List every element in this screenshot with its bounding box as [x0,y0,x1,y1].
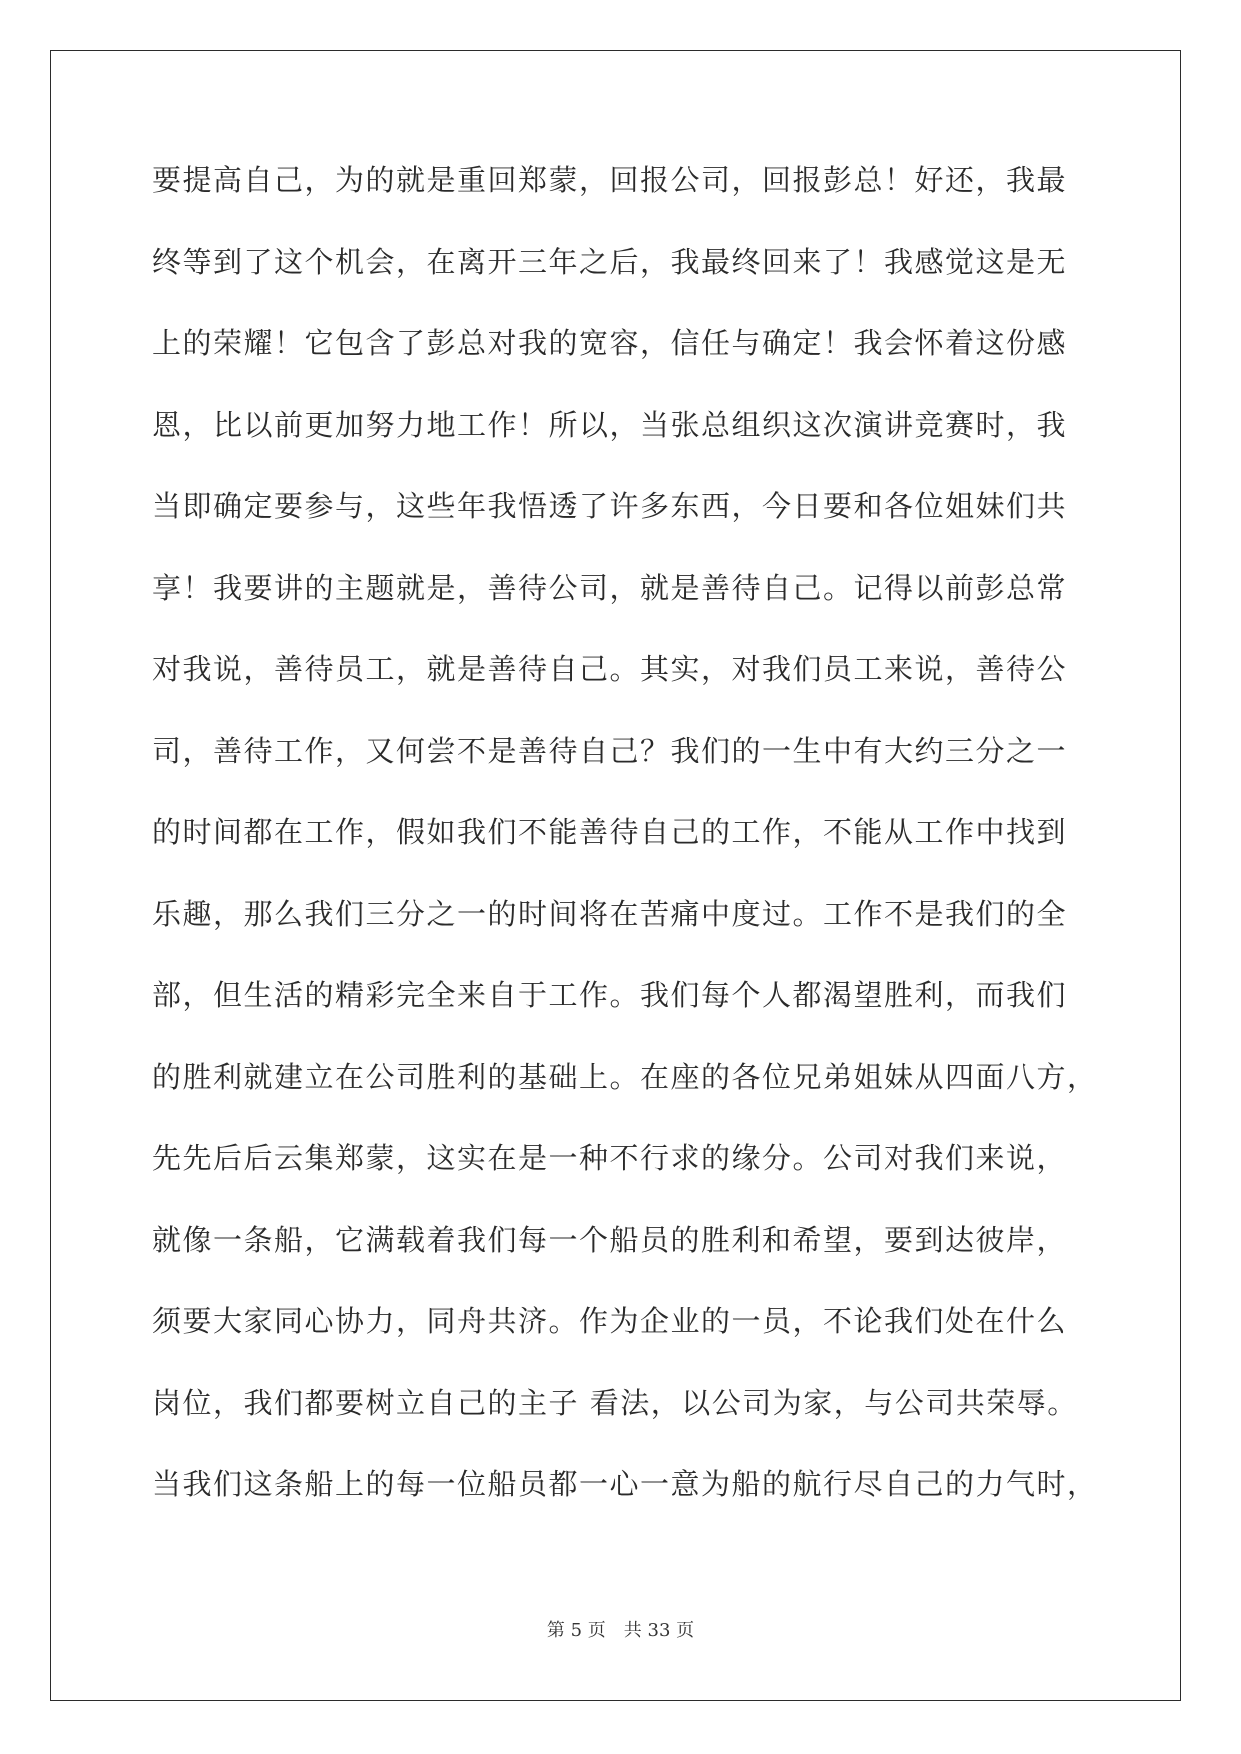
text-line: 先先后后云集郑蒙，这实在是一种不行求的缘分。公司对我们来说， [152,1141,1068,1175]
page-number: 第 5 页 [546,1620,606,1641]
page-total: 共 33 页 [623,1620,695,1641]
text-line: 享！我要讲的主题就是，善待公司，就是善待自己。记得以前彭总常 [152,570,1068,605]
document-body [152,155,1112,1541]
text-line: 岗位，我们都要树立自己的主子 看法，以公司为家，与公司共荣辱。 [152,1385,1078,1420]
text-line: 对我说，善待员工，就是善待自己。其实，对我们员工来说，善待公 [152,652,1068,686]
text-line: 恩，比以前更加努力地工作！所以，当张总组织这次演讲竞赛时，我 [152,407,1068,442]
page-footer [0,1616,1241,1642]
text-line: 司，善待工作，又何尝不是善待自己？我们的一生中有大约三分之一 [152,733,1068,768]
text-line: 上的荣耀！它包含了彭总对我的宽容，信任与确定！我会怀着这份感 [152,326,1068,360]
text-line: 乐趣，那么我们三分之一的时间将在苦痛中度过。工作不是我们的全 [152,896,1068,931]
text-line: 当我们这条船上的每一位船员都一心一意为船的航行尽自己的力气时， [152,1467,1098,1501]
text-line: 的胜利就建立在公司胜利的基础上。在座的各位兄弟姐妹从四面八方， [152,1059,1098,1094]
text-line: 当即确定要参与，这些年我悟透了许多东西，今日要和各位姐妹们共 [152,489,1068,523]
text-line: 的时间都在工作，假如我们不能善待自己的工作，不能从工作中找到 [152,815,1068,849]
text-line: 终等到了这个机会，在离开三年之后，我最终回来了！我感觉这是无 [152,244,1068,279]
text-line: 部，但生活的精彩完全来自于工作。我们每个人都渴望胜利，而我们 [152,978,1068,1012]
text-line: 须要大家同心协力，同舟共济。作为企业的一员，不论我们处在什么 [152,1304,1068,1338]
text-line: 就像一条船，它满载着我们每一个船员的胜利和希望，要到达彼岸， [152,1222,1068,1257]
text-line: 要提高自己，为的就是重回郑蒙，回报公司，回报彭总！好还，我最 [152,163,1068,197]
